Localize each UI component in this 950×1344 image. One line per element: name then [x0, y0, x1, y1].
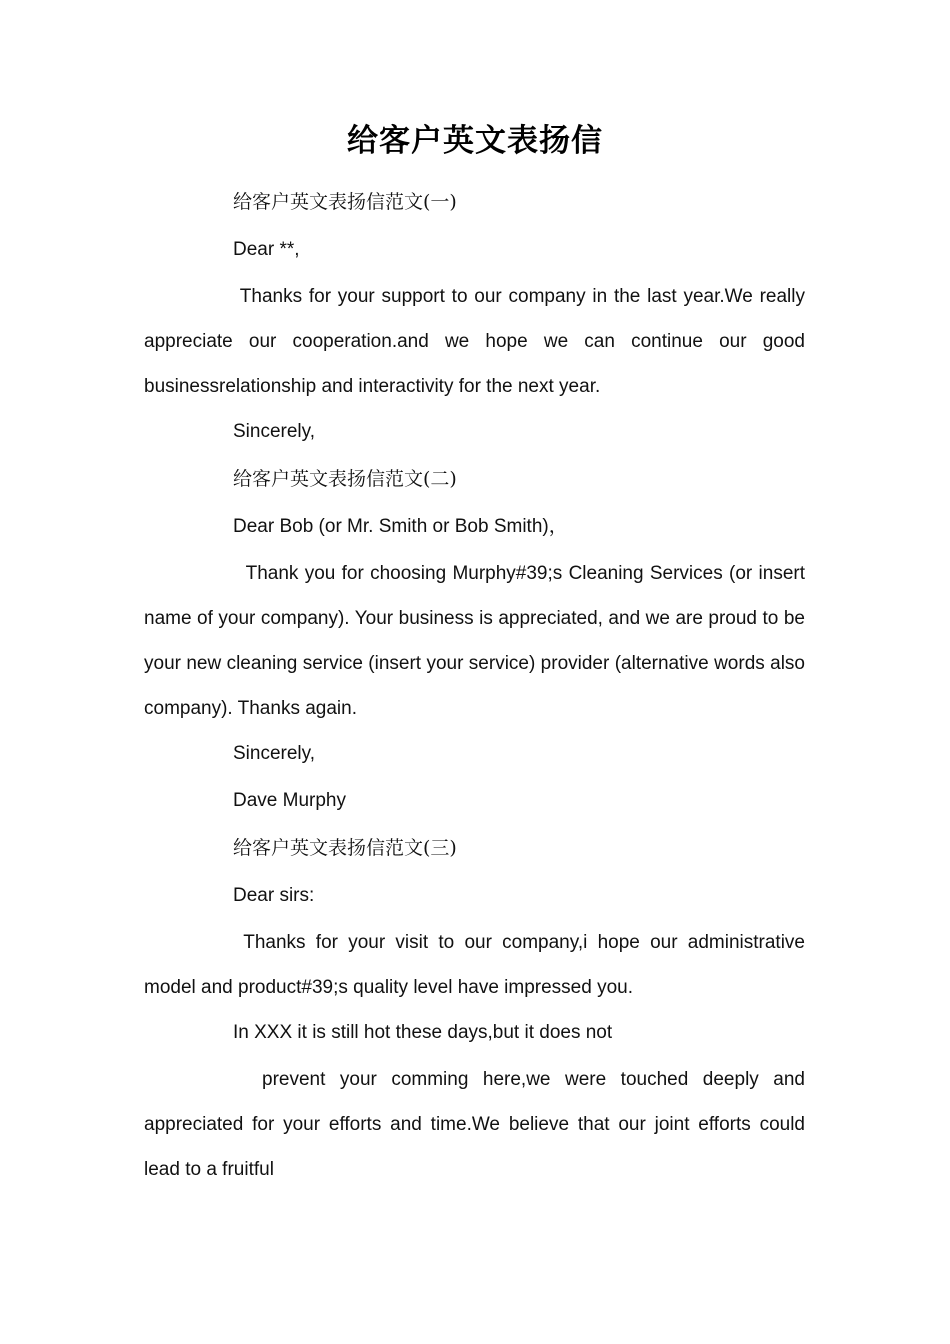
section-heading-1: 给客户英文表扬信范文(一) — [233, 191, 457, 213]
document-title: 给客户英文表扬信 — [347, 123, 603, 159]
section-heading-3: 给客户英文表扬信范文(三) — [233, 837, 457, 859]
section-heading-2: 给客户英文表扬信范文(二) — [233, 468, 457, 490]
salutation-1: Dear **, — [233, 239, 300, 260]
signature-2: Dave Murphy — [233, 790, 346, 811]
letter-body-2: Thank you for choosing Murphy#39;s Cleaning Services (or insert name of your company). Your business is appreciated, and we are proud to be your new cleaning service (insert your service) provider (alternative words also company). Thanks again. — [144, 563, 811, 719]
letter-body-1: Thanks for your support to our company in the last year.We really appreciate our cooperation.and we hope we can continue our good businessrelationship and interactivity for the next year. — [144, 286, 811, 397]
salutation-3: Dear sirs: — [233, 885, 315, 906]
letter-body-3: Thanks for your visit to our company,i hope our administrative model and product#39;s quality level have impressed you. — [144, 932, 811, 998]
salutation-2: Dear Bob (or Mr. Smith or Bob Smith)， — [233, 516, 568, 537]
letter-body-3b: prevent your comming here,we were touched deeply and appreciated for your efforts and time.We believe that our joint efforts could lead to a fruitful — [144, 1069, 811, 1180]
closing-1: Sincerely, — [233, 421, 316, 442]
letter-line-3: In XXX it is still hot these days,but it does not — [233, 1022, 613, 1043]
closing-2: Sincerely, — [233, 743, 316, 764]
document-body — [144, 180, 811, 1192]
